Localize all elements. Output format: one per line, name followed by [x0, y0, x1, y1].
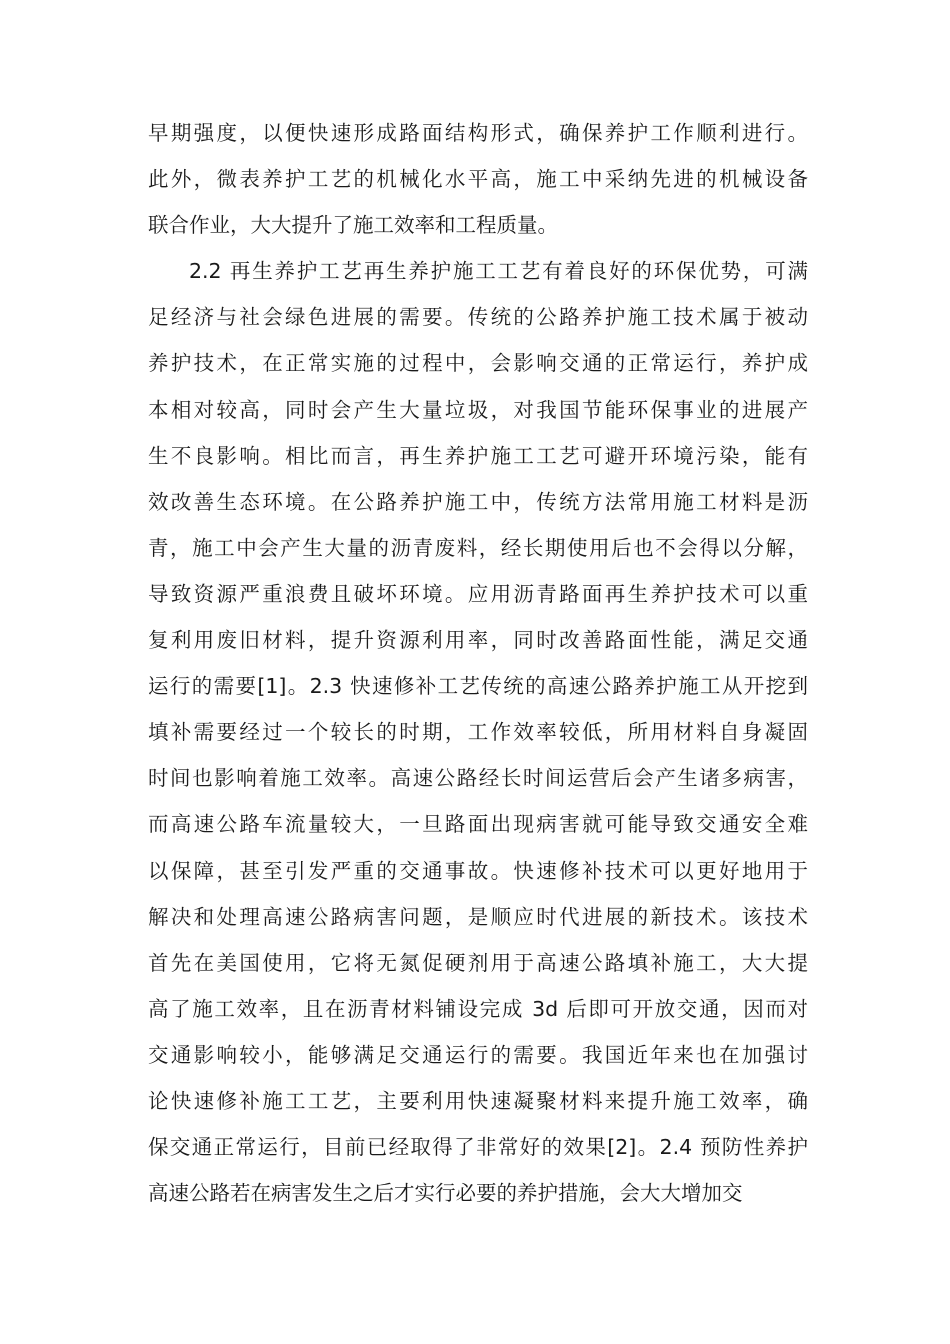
- text-line: 早期强度，以便快速形成路面结构形式，确保养护工作顺利进行。: [148, 121, 808, 145]
- text-line: 而高速公路车流量较大，一旦路面出现病害就可能导致交通安全难: [148, 812, 808, 837]
- text-line: 高了施工效率，且在沥青材料铺设完成 3d 后即可开放交通，因而对: [148, 996, 808, 1021]
- text-line: 运行的需要[1]。2.3 快速修补工艺传统的高速公路养护施工从开挖到: [148, 674, 808, 699]
- text-line: 时间也影响着施工效率。高速公路经长时间运营后会产生诸多病害，: [148, 766, 808, 791]
- text-line: 填补需要经过一个较长的时期，工作效率较低，所用材料自身凝固: [148, 720, 808, 745]
- text-line: 生不良影响。相比而言，再生养护施工工艺可避开环境污染，能有: [148, 443, 808, 468]
- text-line: 足经济与社会绿色进展的需要。传统的公路养护施工技术属于被动: [148, 305, 808, 330]
- paragraph-1: [148, 110, 808, 248]
- text-line: 复利用废旧材料，提升资源利用率，同时改善路面性能，满足交通: [148, 628, 808, 653]
- text-line: 2.2 再生养护工艺再生养护施工工艺有着良好的环保优势，可满: [189, 259, 808, 284]
- text-line: 养护技术，在正常实施的过程中，会影响交通的正常运行，养护成: [148, 351, 808, 376]
- text-line: 交通影响较小，能够满足交通运行的需要。我国近年来也在加强讨: [148, 1042, 808, 1067]
- text-line: 青，施工中会产生大量的沥青废料，经长期使用后也不会得以分解，: [148, 535, 808, 560]
- text-line: 首先在美国使用，它将无氮促硬剂用于高速公路填补施工，大大提: [148, 950, 808, 975]
- text-line: 此外，微表养护工艺的机械化水平高，施工中采纳先进的机械设备: [148, 167, 808, 192]
- text-line: 解决和处理高速公路病害问题，是顺应时代进展的新技术。该技术: [148, 904, 808, 929]
- text-line: 论快速修补施工工艺，主要利用快速凝聚材料来提升施工效率，确: [148, 1088, 808, 1113]
- body-text: [148, 110, 808, 1216]
- text-line: 本相对较高，同时会产生大量垃圾，对我国节能环保事业的进展产: [148, 397, 808, 422]
- paragraph-2: [148, 248, 808, 1216]
- text-line: 导致资源严重浪费且破坏环境。应用沥青路面再生养护技术可以重: [148, 581, 808, 606]
- text-line: 以保障，甚至引发严重的交通事故。快速修补技术可以更好地用于: [148, 858, 808, 883]
- text-line: 效改善生态环境。在公路养护施工中，传统方法常用施工材料是沥: [148, 489, 808, 514]
- text-line: 高速公路若在病害发生之后才实行必要的养护措施，会大大增加交: [148, 1181, 743, 1206]
- text-line: 联合作业，大大提升了施工效率和工程质量。: [148, 213, 558, 238]
- text-line: 保交通正常运行，目前已经取得了非常好的效果[2]。2.4 预防性养护: [148, 1135, 808, 1160]
